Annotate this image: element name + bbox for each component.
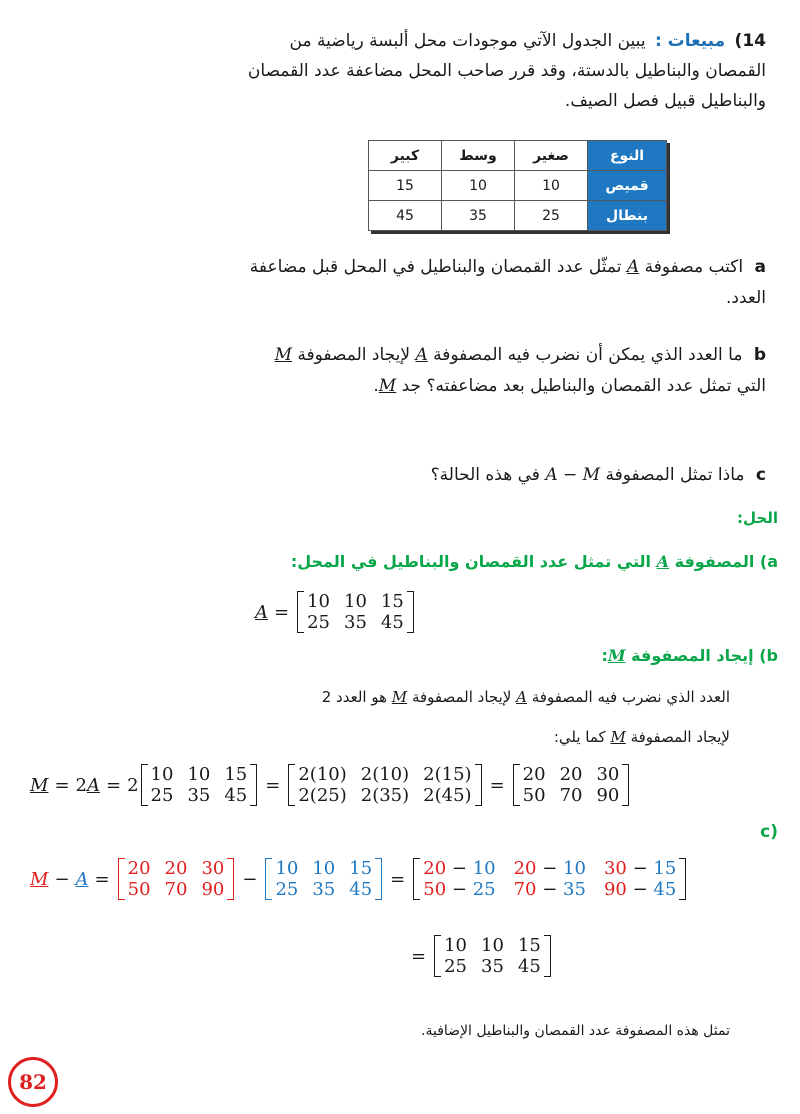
matrix-entry: 2(10) — [298, 764, 347, 785]
matrix — [141, 764, 258, 806]
matrix-entry: 30 — [603, 858, 627, 879]
part-label: c — [755, 465, 766, 485]
table-cell: 10 — [515, 171, 588, 201]
table-header: النوع — [588, 141, 667, 171]
matrix-entry: 20 — [164, 858, 188, 879]
part-text: اكتب مصفوفة — [644, 257, 744, 277]
matrix-entry: 2(10) — [360, 764, 410, 785]
matrix-entry: 30 — [201, 858, 225, 879]
solution-b-text1 — [322, 688, 730, 706]
part-text: ما العدد الذي يمكن أن نضرب فيه المصفوفة — [433, 345, 743, 365]
matrix-entry: 10 — [472, 858, 496, 879]
table-cell: 25 — [515, 201, 588, 231]
matrix-entry: 20 — [559, 764, 583, 785]
part-text: . — [373, 376, 379, 396]
problem-statement — [226, 26, 766, 116]
solution-text: العدد الذي نضرب فيه المصفوفة — [531, 688, 730, 706]
matrix-symbol: M — [30, 868, 49, 890]
matrix-entry: 45 — [380, 612, 404, 633]
matrix-entry: 90 — [596, 785, 620, 806]
part-text: ماذا تمثل المصفوفة — [605, 465, 745, 485]
matrix-entry: 45 — [517, 956, 541, 977]
table-header: وسط — [442, 141, 515, 171]
scalar: 2 — [127, 774, 139, 796]
matrix-entry: 15 — [380, 591, 404, 612]
matrix-entry: 15 — [349, 858, 373, 879]
conclusion-text: تمثل هذه المصفوفة عدد القمصان والبناطيل الإضافية. — [421, 1023, 730, 1039]
matrix-symbol: A — [415, 345, 428, 365]
problem-text: يبين الجدول الآتي موجودات محل ألبسة رياضية من القمصان والبناطيل بالدستة، وقد قرر صاحب المحل مضاعفة عدد القمصان والبناطيل قبيل فصل الصيف. — [247, 31, 766, 111]
solution-b-heading — [601, 646, 778, 665]
heading-text: b) إيجاد المصفوفة — [631, 646, 778, 665]
matrix-entry: 70 — [513, 879, 537, 900]
row-label: قميص — [588, 171, 667, 201]
matrix-entry: 35 — [312, 879, 336, 900]
matrix-entry: 35 — [563, 879, 586, 900]
matrix: 20 − 10 20 − 10 30 − 15 50 − 25 70 − 35 90 − 45 — [413, 858, 686, 900]
matrix-symbol: M — [274, 345, 292, 365]
part-text: لإيجاد المصفوفة — [297, 345, 411, 365]
equation-c: M − A = 20 20 30 50 70 90 − 10 10 15 25 35 45 = 20 − 10 20 − 10 30 − 15 50 − 25 70 − 35 90 − 45 — [30, 858, 688, 900]
table-header: صغير — [515, 141, 588, 171]
part-label: b — [753, 345, 766, 365]
matrix-entry: 10 — [150, 764, 174, 785]
matrix-symbol: M — [391, 688, 408, 706]
matrix-symbol: A — [656, 552, 670, 571]
matrix-symbol: A — [75, 868, 89, 890]
matrix-entry: 10 — [444, 935, 467, 956]
matrix — [297, 591, 414, 633]
row-label: بنطال — [588, 201, 667, 231]
heading-text: : — [601, 646, 608, 665]
matrix-entry: 15 — [653, 858, 677, 879]
matrix-entry: 45 — [349, 879, 373, 900]
table-header-row — [369, 141, 667, 171]
table-cell: 10 — [442, 171, 515, 201]
matrix-entry: 15 — [224, 764, 248, 785]
matrix-symbol: A — [255, 601, 268, 623]
matrix-entry: 20 — [127, 858, 151, 879]
page-number: 82 — [8, 1057, 58, 1107]
heading-text: التي تمثل عدد القمصان والبناطيل في المحل: — [290, 552, 652, 571]
matrix — [265, 858, 382, 900]
matrix-entry: 10 — [275, 858, 299, 879]
heading-text: a) المصفوفة — [674, 552, 778, 571]
matrix-entry: 15 — [517, 935, 541, 956]
matrix — [434, 935, 551, 977]
matrix-entry: 10 — [344, 591, 367, 612]
part-b — [266, 340, 766, 402]
matrix-entry: 2(25) — [298, 785, 347, 806]
matrix-entry: 2(15) — [423, 764, 472, 785]
matrix-entry: 2(35) — [360, 785, 410, 806]
matrix-entry: 10 — [481, 935, 504, 956]
matrix-entry: 70 — [164, 879, 188, 900]
matrix-entry: 25 — [307, 612, 330, 633]
matrix-expression: A − M — [545, 465, 601, 485]
matrix-entry: 50 — [127, 879, 151, 900]
matrix-entry: 25 — [150, 785, 174, 806]
part-text: في هذه الحالة؟ — [430, 465, 540, 485]
solution-b-text2 — [554, 728, 730, 746]
matrix-entry: 10 — [187, 764, 211, 785]
matrix-entry: 45 — [224, 785, 248, 806]
solution-c-label: (c — [760, 822, 778, 842]
matrix-entry: 20 — [522, 764, 546, 785]
matrix-entry: 35 — [187, 785, 211, 806]
solution-text: هو العدد 2 — [321, 688, 388, 706]
solution-text: لإيجاد المصفوفة — [411, 688, 512, 706]
matrix-symbol: M — [378, 376, 397, 396]
matrix-symbol: M — [610, 728, 626, 746]
matrix-entry: 10 — [563, 858, 586, 879]
equation-c-result: = 10 10 15 25 35 45 — [405, 935, 553, 977]
table-cell: 35 — [442, 201, 515, 231]
inventory-table — [368, 140, 667, 231]
equation-m: M = 2 A = 2 10 10 15 25 35 45 = 2(10) 2(10) 2(15) 2(25) 2(35) 2(45) = 20 20 30 50 70 90 — [30, 764, 631, 806]
part-c — [266, 460, 766, 491]
matrix — [513, 764, 630, 806]
matrix-entry: 45 — [653, 879, 677, 900]
part-label: a — [754, 257, 766, 277]
matrix-entry: 90 — [603, 879, 627, 900]
solution-text: كما يلي: — [553, 728, 606, 746]
equation-a: A = 10 10 15 25 35 45 — [255, 591, 416, 633]
matrix-entry: 70 — [559, 785, 583, 806]
part-text: التي تمثل عدد القمصان والبناطيل بعد مضاعفته؟ جد — [401, 376, 766, 396]
scalar: 2 — [75, 774, 87, 796]
matrix-entry: 25 — [275, 879, 299, 900]
matrix-symbol: A — [626, 257, 640, 277]
solution-text: لإيجاد المصفوفة — [630, 728, 730, 746]
matrix-entry: 25 — [472, 879, 496, 900]
matrix-entry: 25 — [444, 956, 467, 977]
matrix-symbol: M — [607, 646, 626, 665]
table-row — [369, 201, 667, 231]
matrix-entry: 20 — [513, 858, 537, 879]
matrix — [118, 858, 235, 900]
matrix — [288, 764, 481, 806]
matrix-entry: 2(45) — [423, 785, 472, 806]
solution-a-heading — [291, 552, 778, 571]
table-header: كبير — [369, 141, 442, 171]
problem-title: مبيعات : — [654, 31, 726, 51]
matrix-entry: 30 — [596, 764, 620, 785]
matrix-entry: 90 — [201, 879, 225, 900]
part-a — [246, 252, 766, 314]
table-cell: 45 — [369, 201, 442, 231]
matrix-entry: 10 — [307, 591, 330, 612]
table-cell: 15 — [369, 171, 442, 201]
matrix-symbol: M — [30, 774, 49, 796]
solution-heading: الحل: — [737, 509, 778, 527]
problem-number: 14) — [734, 31, 766, 51]
matrix-entry: 20 — [423, 858, 447, 879]
table-row — [369, 171, 667, 201]
part-text: تمثّل عدد القمصان والبناطيل في المحل قبل مضاعفة العدد. — [249, 257, 766, 308]
matrix-entry: 35 — [481, 956, 504, 977]
matrix-entry: 35 — [344, 612, 367, 633]
matrix-symbol: A — [516, 688, 527, 706]
matrix-entry: 50 — [423, 879, 447, 900]
matrix-entry: 10 — [312, 858, 336, 879]
matrix-entry: 50 — [522, 785, 546, 806]
